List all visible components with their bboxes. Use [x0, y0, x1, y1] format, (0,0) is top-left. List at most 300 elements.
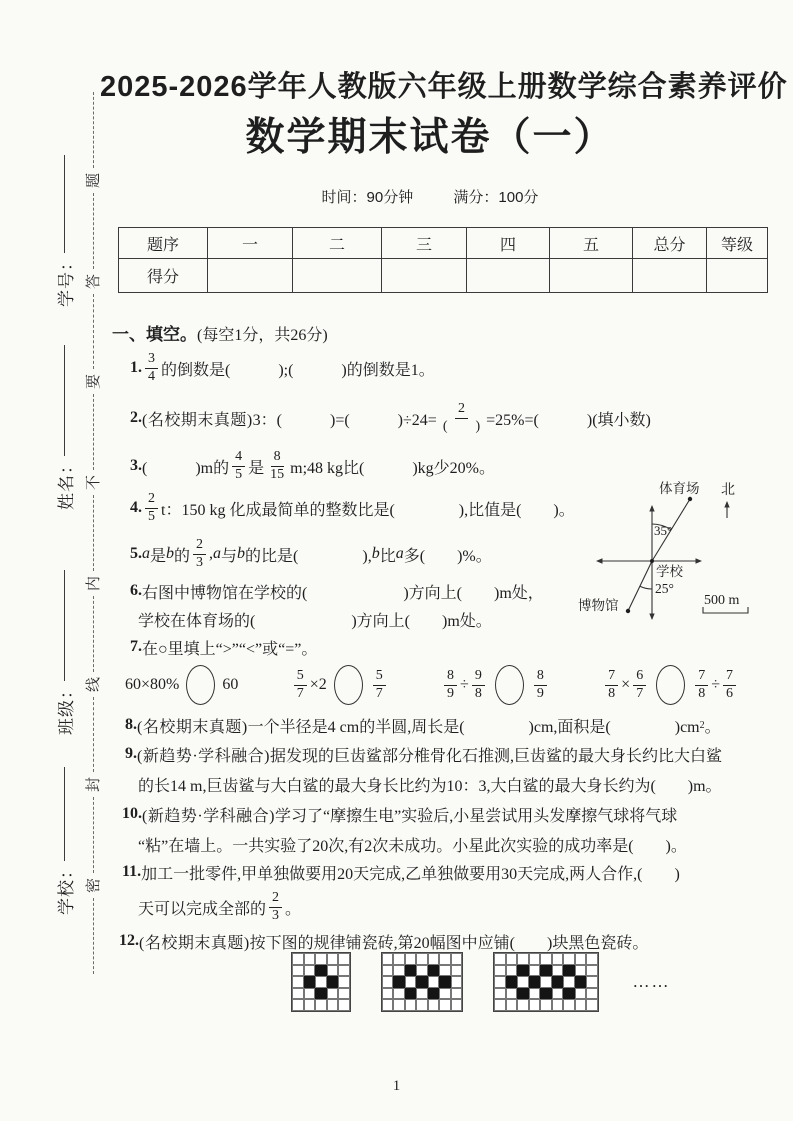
tile-cell — [563, 999, 575, 1011]
seal-dash — [93, 495, 94, 571]
question-text: =25%=( )(填小数) — [486, 411, 651, 429]
tile-cell — [428, 999, 440, 1011]
question-number: 7. — [130, 638, 142, 655]
tile-cell — [405, 999, 417, 1011]
stadium-label: 体育场 — [659, 481, 700, 496]
question-text: 加工一批零件,甲单独做要用20天完成,乙单独做要用30天完成,两人合作,( ) — [141, 865, 680, 883]
question-text: (名校期末真题) — [139, 934, 250, 952]
comparison-circle — [186, 665, 215, 705]
table-score-cell — [382, 259, 467, 293]
tile-cell — [517, 965, 529, 977]
tile-cell — [428, 953, 440, 965]
seal-dash — [93, 797, 94, 873]
question-text: m;48 kg比( )kg少20%。 — [290, 459, 496, 477]
fraction-denominator: 9 — [447, 685, 455, 701]
tile-cell — [292, 999, 304, 1011]
question-11-line2 — [138, 884, 301, 930]
fraction — [605, 668, 618, 701]
seal-dash — [93, 92, 94, 168]
tile-cell — [405, 965, 417, 977]
tile-cell — [315, 988, 327, 1000]
tile-cell — [382, 953, 394, 965]
fraction-denominator: 3 — [272, 907, 280, 923]
tile-cell — [416, 953, 428, 965]
seal-dash — [93, 596, 94, 672]
fraction-numerator: 7 — [695, 668, 708, 685]
question-text: 右图中博物馆在学校的( )方向上( )m处， — [142, 584, 544, 602]
tile-cell — [517, 976, 529, 988]
table-score-cell — [208, 259, 293, 293]
tile-cell — [382, 965, 394, 977]
question-text: 据发现的巨齿鲨部分椎骨化石推测,巨齿鲨的最大身长约比大白鲨 — [270, 747, 723, 765]
question-text: ÷ — [460, 676, 469, 693]
tile-cell — [529, 988, 541, 1000]
table-score-cell — [550, 259, 633, 293]
question-1 — [130, 346, 435, 390]
question-text: b — [371, 545, 380, 562]
question-8 — [125, 712, 721, 738]
section-title: 一、填空。 — [112, 325, 197, 344]
tile-cell — [292, 988, 304, 1000]
question-text: “粘”在墙上。一共实验了20次,有2次未成功。小星此次实验的成功率是( )。 — [138, 837, 687, 855]
tile-cell — [315, 999, 327, 1011]
comparison-item-2 — [291, 665, 389, 705]
question-text: 比 — [379, 547, 396, 565]
angle-arc-25 — [640, 586, 652, 589]
sidebar-field-school — [52, 767, 78, 915]
question-text: 在○里填上“>”“<”或“=”。 — [142, 640, 318, 658]
tile-cell — [439, 999, 451, 1011]
question-number: 10. — [122, 805, 142, 822]
question-text: 天可以完成全部的 — [138, 900, 267, 918]
page-number: 1 — [392, 1078, 401, 1094]
tile-cell — [327, 965, 339, 977]
question-text: 学习了“摩擦生电”实验后,小星尝试用头发摩擦气球将气球 — [275, 807, 678, 825]
tile-cell — [439, 965, 451, 977]
question-text: 。 — [285, 900, 302, 918]
line-to-museum — [628, 561, 652, 611]
comparison-circle — [656, 665, 685, 705]
section-heading — [112, 320, 328, 345]
tile-cell — [529, 976, 541, 988]
tile-cell — [563, 988, 575, 1000]
question-10-line1 — [122, 800, 677, 828]
exam-full-score: 满分：100分 — [453, 189, 539, 206]
angle-bottom-label: 25° — [655, 581, 674, 596]
seal-char: 要 — [86, 374, 103, 390]
fraction-numerator: 5 — [294, 668, 307, 685]
question-text: , — [209, 545, 214, 562]
section-note: (每空1分，共26分) — [197, 327, 328, 344]
tile-cell — [563, 965, 575, 977]
table-score-cell — [707, 259, 768, 293]
student-id-label: 学号： — [56, 253, 76, 307]
fraction-numerator: 5 — [373, 668, 386, 685]
question-text: (新趋势·学科融合) — [137, 747, 270, 765]
question-text: 是 — [248, 459, 265, 477]
question-text: a — [213, 545, 222, 562]
tile-cell — [327, 976, 339, 988]
class-label: 班级： — [56, 681, 76, 735]
comparison-circle — [495, 665, 524, 705]
question-text: 60 — [222, 676, 239, 693]
fraction — [633, 668, 646, 701]
question-6-line1 — [130, 578, 544, 604]
fraction-numerator: 6 — [633, 668, 646, 685]
seal-dash — [93, 394, 94, 470]
question-text: ×2 — [309, 676, 327, 693]
fraction — [723, 668, 736, 701]
tile-cell — [494, 953, 506, 965]
tile-cell — [416, 999, 428, 1011]
fraction-denominator: 5 — [235, 466, 243, 482]
fraction-numerator: 8 — [271, 449, 284, 466]
tile-cell — [315, 965, 327, 977]
comparison-circle — [334, 665, 363, 705]
fraction-numerator: 8 — [534, 668, 547, 685]
museum-point — [626, 609, 630, 613]
fraction-numerator: 2 — [455, 401, 468, 418]
tile-cell — [304, 988, 316, 1000]
question-text: 按下图的规律铺瓷砖,第20幅图中应铺( )块黑色瓷砖。 — [249, 934, 649, 952]
table-header-cell: 二 — [293, 228, 382, 259]
school-label: 学校： — [56, 861, 76, 915]
seal-char: 内 — [86, 575, 103, 591]
fraction — [232, 449, 245, 482]
name-label: 姓名： — [56, 456, 76, 510]
score-table — [118, 227, 759, 293]
question-5 — [130, 532, 492, 576]
seal-line — [84, 92, 102, 974]
question-number: 8. — [125, 716, 137, 733]
tile-cell — [451, 988, 463, 1000]
question-2 — [130, 394, 651, 442]
question-7-comparisons — [125, 658, 739, 712]
tile-cell — [586, 976, 598, 988]
tile-cell — [292, 953, 304, 965]
question-number: 2. — [130, 409, 142, 426]
tile-cell — [451, 953, 463, 965]
fraction-numerator: 3 — [145, 351, 158, 368]
tile-cell — [586, 953, 598, 965]
question-number: 9. — [125, 745, 137, 762]
tile-cell — [586, 965, 598, 977]
tile-cell — [382, 988, 394, 1000]
tile-cell — [327, 953, 339, 965]
question-11-line1 — [122, 858, 680, 886]
tile-cell — [586, 999, 598, 1011]
question-number: 3. — [130, 457, 142, 474]
question-text: ( )m的 — [142, 459, 230, 477]
tile-cell — [382, 976, 394, 988]
fraction — [269, 890, 282, 923]
sidebar-field-name — [52, 345, 78, 510]
seal-dash — [93, 697, 94, 773]
table-score-cell — [293, 259, 382, 293]
question-9-line2 — [138, 770, 722, 798]
fraction-numerator: 8 — [444, 668, 457, 685]
table-header-cell: 三 — [382, 228, 467, 259]
tile-cell — [540, 965, 552, 977]
tile-cell — [439, 976, 451, 988]
table-header-cell: 四 — [467, 228, 550, 259]
tile-cell — [529, 965, 541, 977]
tile-cell — [393, 976, 405, 988]
question-text: 的倒数是( );( )的倒数是1。 — [161, 361, 435, 379]
tile-cell — [575, 976, 587, 988]
seal-dash — [93, 294, 94, 370]
tile-cell — [451, 965, 463, 977]
tile-cell — [338, 965, 350, 977]
fraction-denominator: 9 — [536, 685, 544, 701]
tile-grid-1 — [291, 952, 351, 1012]
seal-char: 封 — [86, 777, 103, 793]
question-text: 。 — [704, 718, 721, 736]
question-text: 3：( )=( )÷24= — [252, 411, 437, 429]
pattern-ellipsis: …… — [632, 971, 671, 991]
fraction-denominator: 7 — [636, 685, 644, 701]
page-subtitle: 数学期末试卷（一） — [245, 116, 615, 159]
tile-cell — [506, 988, 518, 1000]
fraction — [193, 537, 206, 570]
school-blank-line — [64, 767, 65, 861]
question-text: 是 — [150, 547, 167, 565]
school-label: 学校 — [656, 564, 683, 579]
tile-cell — [338, 976, 350, 988]
tile-cell — [304, 965, 316, 977]
tile-cell — [428, 976, 440, 988]
tile-cell — [552, 976, 564, 988]
tile-cell — [494, 988, 506, 1000]
fraction — [294, 668, 307, 701]
fraction-denominator: 8 — [698, 685, 706, 701]
fraction-denominator: 5 — [148, 508, 155, 524]
question-text: b — [237, 545, 246, 562]
tile-cell — [416, 988, 428, 1000]
comparison-item-4 — [602, 665, 739, 705]
table-header-cell: 总分 — [633, 228, 707, 259]
seal-char: 线 — [86, 676, 103, 692]
table-header-cell: 等级 — [707, 228, 768, 259]
question-text: a — [395, 545, 404, 562]
tile-cell — [552, 965, 564, 977]
question-text: 学校在体育场的( )方向上( )m处。 — [138, 612, 492, 630]
tile-cell — [529, 953, 541, 965]
fraction-denominator: 6 — [725, 685, 733, 701]
fraction — [267, 449, 287, 482]
tile-cell — [575, 953, 587, 965]
tile-cell — [439, 988, 451, 1000]
tile-cell — [494, 965, 506, 977]
tile-cell — [494, 976, 506, 988]
tile-cell — [327, 999, 339, 1011]
fraction — [373, 668, 386, 701]
fraction-numerator: 9 — [472, 668, 485, 685]
score-table-grid — [118, 227, 768, 293]
tile-cell — [304, 953, 316, 965]
table-row-label: 得分 — [119, 259, 208, 293]
question-9-line1 — [125, 740, 722, 768]
tile-cell — [382, 999, 394, 1011]
tile-cell — [552, 953, 564, 965]
tile-cell — [540, 999, 552, 1011]
table-score-cell — [467, 259, 550, 293]
angle-top-label: 35° — [654, 523, 673, 538]
question-text: 一个半径是4 cm的半圆,周长是( )cm,面积是( )cm — [247, 718, 700, 736]
tile-cell — [552, 988, 564, 1000]
fraction-denominator: 8 — [474, 685, 482, 701]
tile-cell — [494, 999, 506, 1011]
tile-cell — [506, 965, 518, 977]
comparison-item-3 — [441, 665, 550, 705]
tile-cell — [428, 965, 440, 977]
seal-dash — [93, 193, 94, 269]
tile-cell — [338, 953, 350, 965]
question-text: 多( )%。 — [403, 547, 492, 565]
question-7 — [130, 634, 317, 660]
table-header-cell: 一 — [208, 228, 293, 259]
seal-dash — [93, 898, 94, 974]
class-blank-line — [64, 570, 65, 681]
scale-label: 500 m — [704, 593, 740, 608]
question-4 — [130, 486, 575, 530]
tile-cell — [439, 953, 451, 965]
tile-cell — [517, 999, 529, 1011]
superscript: 2 — [699, 719, 705, 731]
fraction-numerator: 7 — [605, 668, 618, 685]
question-number: 6. — [130, 582, 142, 599]
question-text: 的 — [174, 547, 191, 565]
tile-cell — [563, 953, 575, 965]
tile-cell — [304, 999, 316, 1011]
fraction — [472, 668, 485, 701]
tile-cell — [575, 965, 587, 977]
fraction — [145, 491, 158, 524]
question-text: × — [621, 676, 631, 693]
page-title: 2025-2026学年人教版六年级上册数学综合素养评价 — [100, 71, 788, 103]
tile-pattern-figures — [291, 952, 671, 1012]
tile-cell — [416, 965, 428, 977]
tile-cell — [393, 965, 405, 977]
fraction-numerator: 2 — [193, 537, 206, 554]
fraction — [444, 668, 457, 701]
tile-cell — [552, 999, 564, 1011]
tile-cell — [315, 953, 327, 965]
question-text: 60×80% — [125, 676, 180, 693]
north-label: 北 — [721, 483, 735, 498]
question-text: (新趋势·学科融合) — [142, 807, 275, 825]
tile-cell — [575, 988, 587, 1000]
tile-cell — [506, 953, 518, 965]
tile-cell — [586, 988, 598, 1000]
fraction-denominator: 7 — [296, 685, 304, 701]
tile-cell — [540, 976, 552, 988]
tile-cell — [540, 988, 552, 1000]
stadium-point — [688, 497, 692, 501]
comparison-item-1 — [125, 665, 238, 705]
tile-cell — [292, 965, 304, 977]
tile-cell — [506, 999, 518, 1011]
tile-cell — [451, 976, 463, 988]
fraction-numerator: 7 — [723, 668, 736, 685]
seal-char: 密 — [86, 878, 103, 894]
museum-label: 博物馆 — [578, 598, 619, 613]
question-12 — [119, 928, 648, 954]
exam-meta — [100, 186, 760, 207]
fraction-denominator: 4 — [148, 368, 155, 384]
tile-cell — [315, 976, 327, 988]
fraction-denominator: ( ) — [442, 418, 481, 434]
fraction-denominator: 3 — [196, 554, 204, 570]
question-text: b — [166, 545, 175, 562]
question-number: 5. — [130, 545, 142, 562]
tile-cell — [506, 976, 518, 988]
table-header-cell: 五 — [550, 228, 633, 259]
name-blank-line — [64, 345, 65, 456]
tile-cell — [292, 976, 304, 988]
tile-cell — [393, 953, 405, 965]
score-table-header-row — [119, 228, 768, 259]
question-number: 4. — [130, 499, 142, 516]
question-text: 的长14 m,巨齿鲨与大白鲨的最大身长比约为10：3,大白鲨的最大身长约为( )m。 — [138, 777, 722, 795]
tile-cell — [540, 953, 552, 965]
fraction — [145, 351, 158, 384]
tile-cell — [563, 976, 575, 988]
map-diagram — [575, 466, 793, 634]
seal-char: 答 — [86, 273, 103, 289]
tile-cell — [304, 976, 316, 988]
exam-time: 时间：90分钟 — [321, 189, 414, 206]
fraction — [534, 668, 547, 701]
fraction-numerator: 4 — [232, 449, 245, 466]
tile-cell — [575, 999, 587, 1011]
fraction-denominator: 7 — [375, 685, 383, 701]
score-table-score-row — [119, 259, 768, 293]
tile-cell — [338, 999, 350, 1011]
seal-char: 题 — [86, 172, 103, 188]
question-text: a — [142, 545, 150, 562]
tile-cell — [327, 988, 339, 1000]
question-text: (名校期末真题) — [142, 411, 253, 429]
tile-cell — [451, 999, 463, 1011]
fraction-numerator: 2 — [145, 491, 158, 508]
question-text: 的比是( ), — [245, 547, 372, 565]
question-text: 与 — [221, 547, 238, 565]
fraction-denominator: 8 — [608, 685, 616, 701]
tile-grid-3 — [493, 952, 599, 1012]
tile-cell — [416, 976, 428, 988]
table-score-cell — [633, 259, 707, 293]
question-3 — [130, 444, 495, 488]
school-point — [650, 559, 654, 563]
sidebar-field-class — [52, 570, 78, 735]
question-text: ÷ — [711, 676, 720, 693]
fraction-numerator: 2 — [269, 890, 282, 907]
tile-cell — [338, 988, 350, 1000]
question-10-line2 — [138, 830, 687, 858]
tile-cell — [405, 953, 417, 965]
question-number: 12. — [119, 932, 139, 949]
tile-cell — [428, 988, 440, 1000]
tile-cell — [405, 976, 417, 988]
question-text: (名校期末真题) — [137, 718, 248, 736]
student-id-blank-line — [64, 155, 65, 253]
sidebar-field-student-id — [52, 155, 78, 307]
seal-char: 不 — [86, 475, 103, 491]
tile-cell — [393, 988, 405, 1000]
fraction-denominator: 15 — [270, 466, 285, 482]
question-number: 1. — [130, 359, 142, 376]
